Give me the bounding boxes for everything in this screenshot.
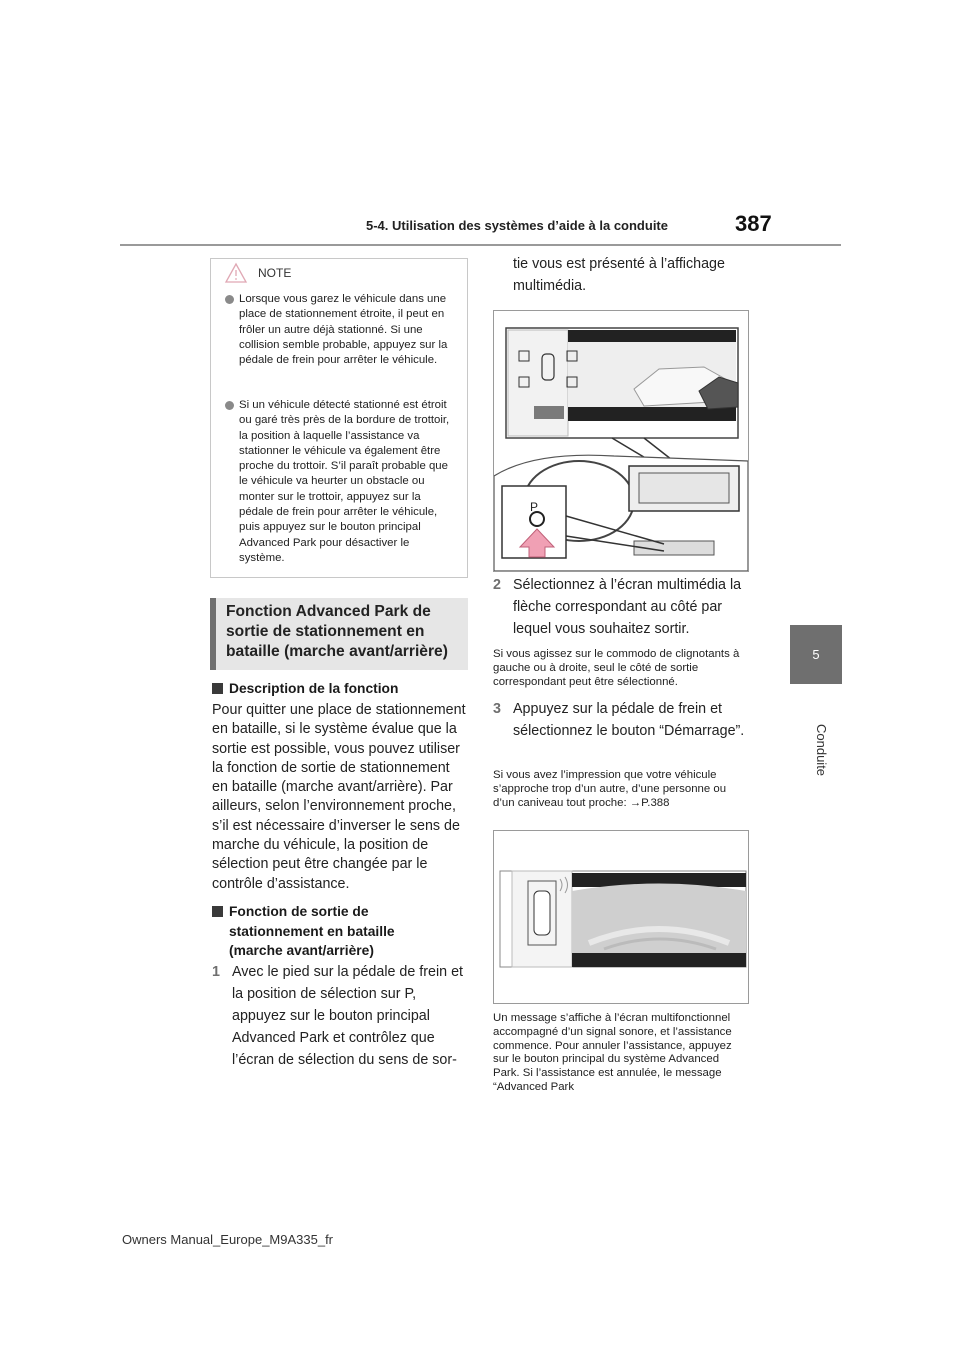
warning-icon <box>224 262 248 284</box>
subheading-function: Fonction de sortie de stationnement en bataille (marche avant/arrière) <box>212 902 452 961</box>
section-heading: Fonction Advanced Park de sortie de stationnement en bataille (marche avant/arrière) <box>210 598 468 670</box>
park-button-label: P <box>530 500 539 514</box>
description-paragraph: Pour quitter une place de stationnement en bataille, si le système évalue que la sortie est possible, vous pouvez utiliser la fonction de sortie de stationnement en bataille (marche avant/arrière). Par ailleurs, selon l’environnement proche, s’il est nécessaire d’inverser le sens de marche du véhicule, la position de sélection peut être changée par le contrôle d’assistance. <box>212 702 466 892</box>
step-1-continued: tie vous est présenté à l’affichage multimédia. <box>513 256 725 294</box>
step-number: 3 <box>493 701 501 717</box>
camera-view-illustration <box>493 830 749 1004</box>
square-bullet-icon <box>212 683 223 694</box>
step-1: 1 Avec le pied sur la pédale de frein et la position de sélection sur P, appuyez sur le bouton principal Advanced Park et contrôlez que l’écran de sélection du sens de sor- <box>212 961 466 1071</box>
page-number: 387 <box>735 211 772 236</box>
note-box <box>210 258 468 578</box>
chapter-label: Conduite <box>814 724 829 777</box>
subheading-description: Description de la fonction <box>212 679 468 699</box>
chapter-tab: 5 <box>790 625 842 684</box>
square-bullet-icon <box>212 906 223 917</box>
step-3-note: Si vous avez l’impression que votre véhicule s’approche trop d’un autre, d’une personne ou d’un caniveau tout proche: →P.388 <box>493 769 727 809</box>
caption-paragraph: Un message s’affiche à l’écran multifonctionnel accompagné d’un signal sonore, et l’assistance commence. Pour annuler l’assistance, appuyez sur le bouton principal du système Advanced Park. Si l’assistance est annulée, le message “Advanced Park <box>493 1012 732 1093</box>
section-breadcrumb: 5-4. Utilisation des systèmes d’aide à la conduite <box>366 218 668 233</box>
note-title: NOTE <box>258 266 292 280</box>
step-2-note: Si vous agissez sur le commodo de clignotants à gauche ou à droite, seul le côté de sortie correspondant peut être sélectionné. <box>493 648 740 688</box>
header-divider <box>120 244 841 246</box>
screen-side-panel <box>508 330 568 436</box>
note-item: Si un véhicule détecté stationné est étroit ou garé très près de la bordure de trottoir, la position à laquelle l’assistance va stationner le véhicule va également être proche du trottoir. S’il paraît probable que le véhicule va heurter un obstacle ou monter sur le trottoir, appuyez sur la pédale de frein pour arrêter le véhicule, puis appuyez sur le bouton principal Advanced Park pour désactiver le système. <box>227 398 457 566</box>
dashboard-illustration <box>493 310 749 572</box>
step-3: 3 Appuyez sur la pédale de frein et sélectionnez le bouton “Démarrage”. <box>493 698 747 742</box>
bullet-icon <box>225 401 234 410</box>
step-number: 2 <box>493 577 501 593</box>
step-number: 1 <box>212 964 220 980</box>
note-item: Lorsque vous garez le véhicule dans une place de stationnement étroite, il peut en frôler un autre déjà stationné. Si une collision semble probable, appuyez sur la pédale de frein pour arrêter le véhicule. <box>227 292 457 368</box>
step-2: 2 Sélectionnez à l’écran multimédia la flèche correspondant au côté par lequel vous souhaitez sortir. <box>493 574 747 640</box>
bullet-icon <box>225 295 234 304</box>
footer-doc-id: Owners Manual_Europe_M9A335_fr <box>122 1232 334 1247</box>
